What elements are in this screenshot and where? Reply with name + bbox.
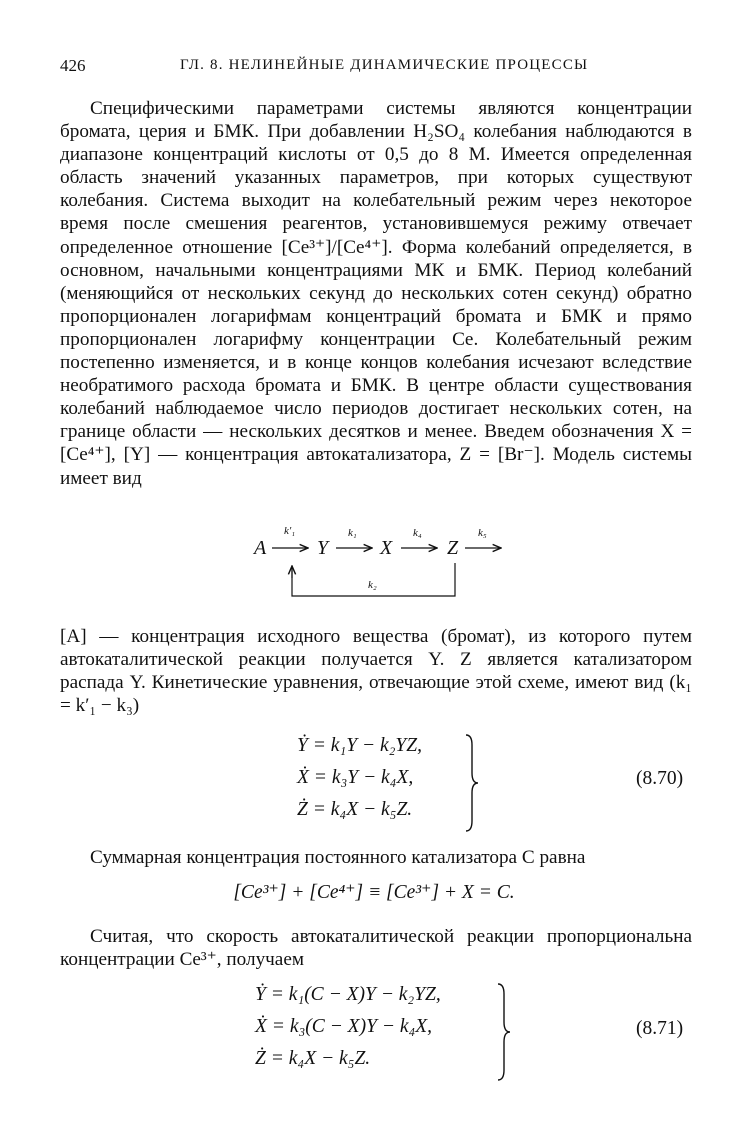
- scheme-node-z: Z: [447, 537, 459, 559]
- page-number: 426: [60, 56, 86, 75]
- reaction-scheme: [250, 518, 550, 608]
- scheme-label-k4: k₄: [413, 527, 422, 539]
- eq870-line-1: Ẏ = k₁Y − k₂YZ,: [297, 735, 422, 756]
- eq871-line-2: Ẋ = k₃(C − X)Y − k₄X,: [255, 1016, 433, 1037]
- paragraph-parameters: Специфическими параметрами системы являются концентрации бромата, церия и БМК. При добавлении H₂SO₄ колебания наблюдаются в диапазоне концентраций кислоты от 0,5 до 8 М. Имеется определенная область значений указанных параметров, при которых существуют колебания. Система выходит на колебательный режим через некоторое время после смешения реагентов, установившемуся режиму отвечает определенное отношение [Ce³⁺]/[Ce⁴⁺]. Форма колебаний определяется, в основном, начальными концентрациями МК и БМК. Период колебаний (меняющийся от нескольких секунд до нескольких сотен секунд) обратно пропорционален логарифмам концентраций бромата и БМК и прямо пропорционален логарифму концентрации Ce. Колебательный режим постепенно изменяется, и в конце концов колебания исчезают вследствие необратимого расхода бромата и БМК. В центре области существования колебаний наблюдаемое число периодов достигает нескольких сотен, на границе области — нескольких десятков и менее. Введем обозначения X = [Ce⁴⁺], [Y] — концентрация автокатализатора, Z = [Br⁻]. Модель системы имеет вид: [60, 98, 692, 489]
- paragraph-total-catalyst: Суммарная концентрация постоянного катализатора C равна: [90, 847, 586, 868]
- running-head: ГЛ. 8. НЕЛИНЕЙНЫЕ ДИНАМИЧЕСКИЕ ПРОЦЕССЫ: [180, 57, 589, 73]
- eq870-line-2: Ẋ = k₃Y − k₄X,: [297, 767, 414, 788]
- page-header: [60, 56, 688, 80]
- eq871-line-3: Ż = k₄X − k₅Z.: [255, 1048, 371, 1069]
- eq871-line-1: Ẏ = k₁(C − X)Y − k₂YZ,: [255, 984, 441, 1005]
- paragraph-reagent: [A] — концентрация исходного вещества (бромат), из которого путем автокаталитической реакции получается Y. Z является катализатором распада Y. Кинетические уравнения, отвечающие этой схеме, имеют вид (k₁ = k′₁ − k₃): [60, 626, 692, 717]
- scheme-node-a: A: [254, 537, 267, 559]
- eq870-brace: [462, 733, 482, 833]
- eq871-number: (8.71): [636, 1018, 684, 1039]
- eq871-brace: [494, 982, 514, 1082]
- scheme-label-k1: k₁: [348, 527, 357, 539]
- eq870-line-3: Ż = k₄X − k₅Z.: [297, 799, 413, 820]
- scheme-label-k5: k₅: [478, 527, 487, 539]
- eq-catalyst-sum: [Ce³⁺] + [Ce⁴⁺] ≡ [Ce³⁺] + X = C.: [233, 882, 515, 903]
- paragraph-assumption: Считая, что скорость автокаталитической реакции пропорциональна концентрации Ce³⁺, получаем: [60, 926, 692, 971]
- eq870-number: (8.70): [636, 768, 684, 789]
- scheme-label-k1prime: k′₁: [284, 525, 296, 537]
- scheme-label-k2: k₂: [368, 579, 377, 591]
- scheme-node-x: X: [380, 537, 393, 559]
- scheme-node-y: Y: [317, 537, 329, 559]
